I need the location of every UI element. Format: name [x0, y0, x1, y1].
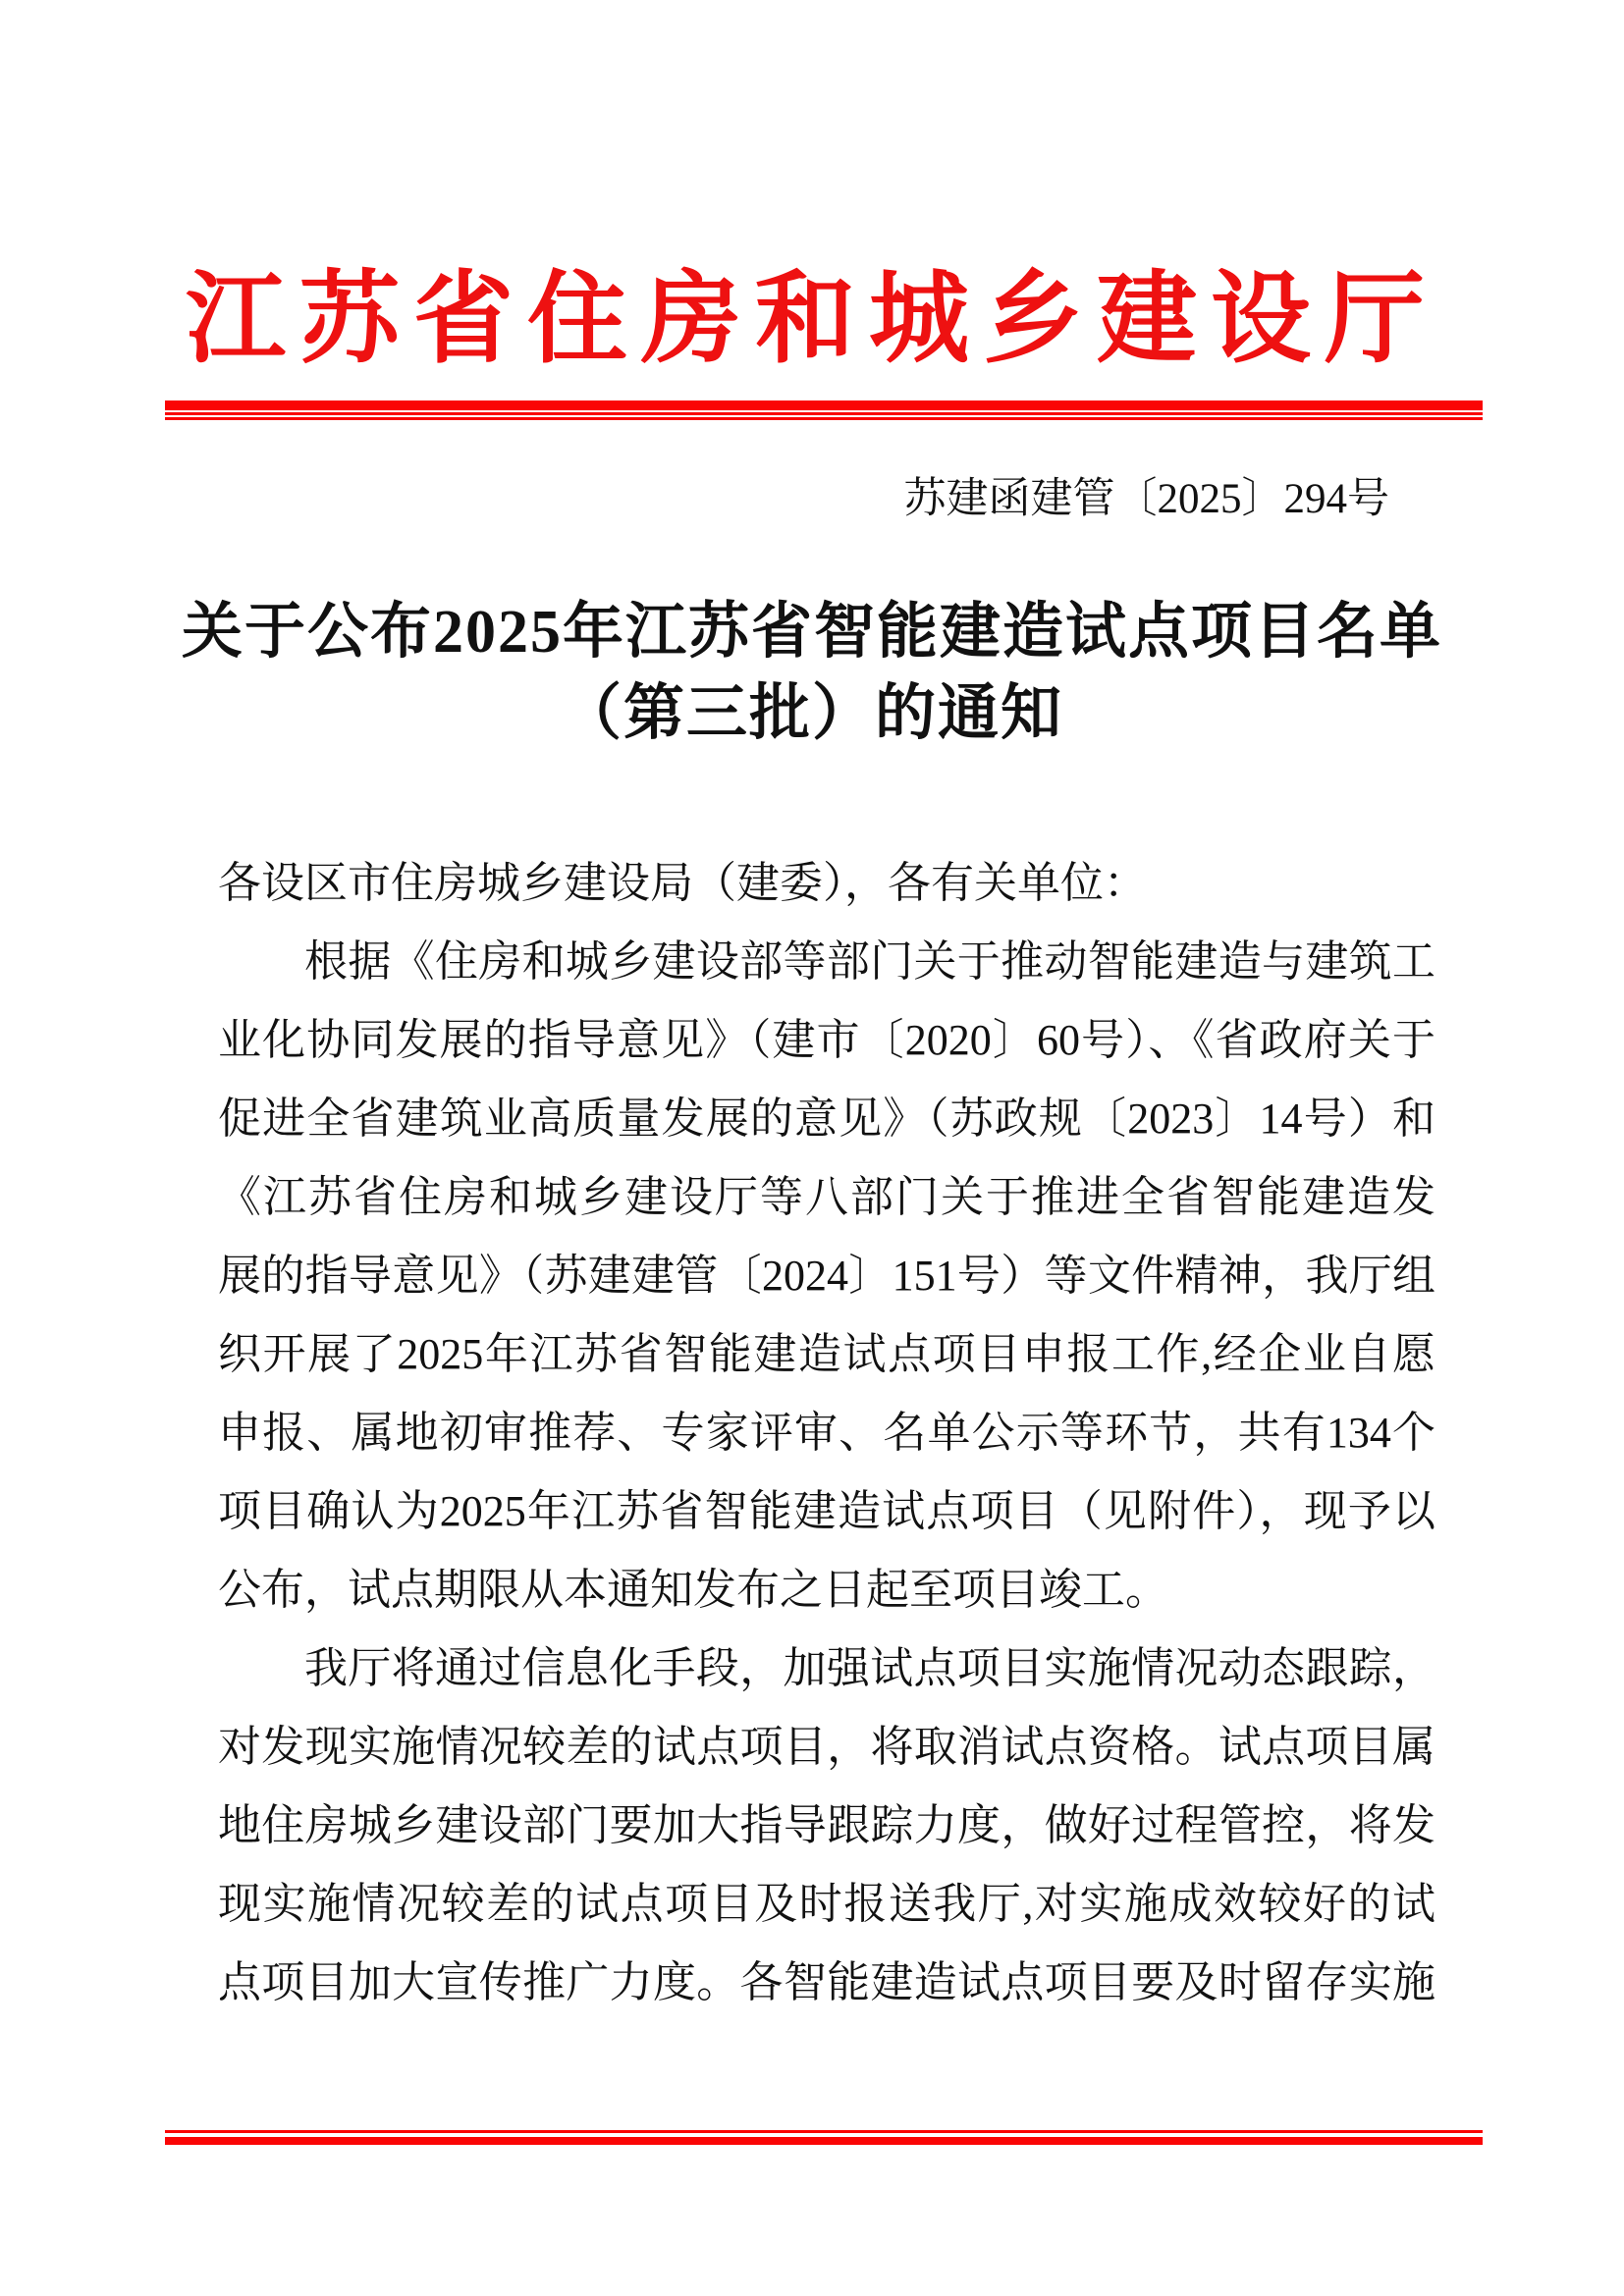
body-text-line: 《江苏省住房和城乡建设厅等八部门关于推进全省智能建造发 — [218, 1173, 1435, 1221]
body-text-line: 展的指导意见》（苏建建管〔2024〕151号）等文件精神，我厅组 — [218, 1252, 1435, 1300]
document-number: 苏建函建管〔2025〕294号 — [903, 476, 1389, 522]
body-text-line: 各设区市住房城乡建设局（建委），各有关单位： — [218, 859, 1147, 907]
body-text-line: 现实施情况较差的试点项目及时报送我厅,对实施成效较好的试 — [218, 1880, 1435, 1928]
footer-divider-rule — [165, 2130, 1483, 2145]
body-text-line: 根据《住房和城乡建设部等部门关于推动智能建造与建筑工 — [304, 937, 1435, 986]
body-text-line: 对发现实施情况较差的试点项目，将取消试点资格。试点项目属 — [218, 1723, 1435, 1771]
divider-thick-line — [165, 400, 1483, 410]
letterhead-divider-rule — [165, 400, 1483, 420]
notice-title-line1: 关于公布2025年江苏省智能建造试点项目名单 — [181, 599, 1442, 666]
body-text — [218, 844, 1435, 2022]
body-text-line: 我厅将通过信息化手段，加强试点项目实施情况动态跟踪， — [304, 1644, 1435, 1692]
notice-title — [0, 592, 1624, 755]
body-text-line: 项目确认为2025年江苏省智能建造试点项目（见附件），现予以 — [218, 1487, 1435, 1535]
body-text-line: 点项目加大宣传推广力度。各智能建造试点项目要及时留存实施 — [218, 1958, 1435, 2006]
body-text-line: 地住房城乡建设部门要加大指导跟踪力度，做好过程管控，将发 — [218, 1801, 1435, 1849]
footer-thin-line — [165, 2130, 1483, 2133]
body-text-line: 公布，试点期限从本通知发布之日起至项目竣工。 — [218, 1566, 1168, 1614]
agency-letterhead-title: 江苏省住房和城乡建设厅 — [186, 265, 1438, 376]
footer-thick-line — [165, 2137, 1483, 2145]
divider-thin-line — [165, 417, 1483, 420]
body-text-line: 申报、属地初审推荐、专家评审、名单公示等环节，共有134个 — [218, 1409, 1435, 1457]
body-text-line: 织开展了2025年江苏省智能建造试点项目申报工作,经企业自愿 — [218, 1330, 1435, 1378]
divider-mid-line — [165, 412, 1483, 415]
notice-title-line2: （第三批）的通知 — [560, 680, 1063, 747]
body-text-line: 业化协同发展的指导意见》（建市〔2020〕60号）、《省政府关于 — [218, 1016, 1435, 1064]
body-text-line: 促进全省建筑业高质量发展的意见》（苏政规〔2023〕14号）和 — [218, 1095, 1435, 1143]
